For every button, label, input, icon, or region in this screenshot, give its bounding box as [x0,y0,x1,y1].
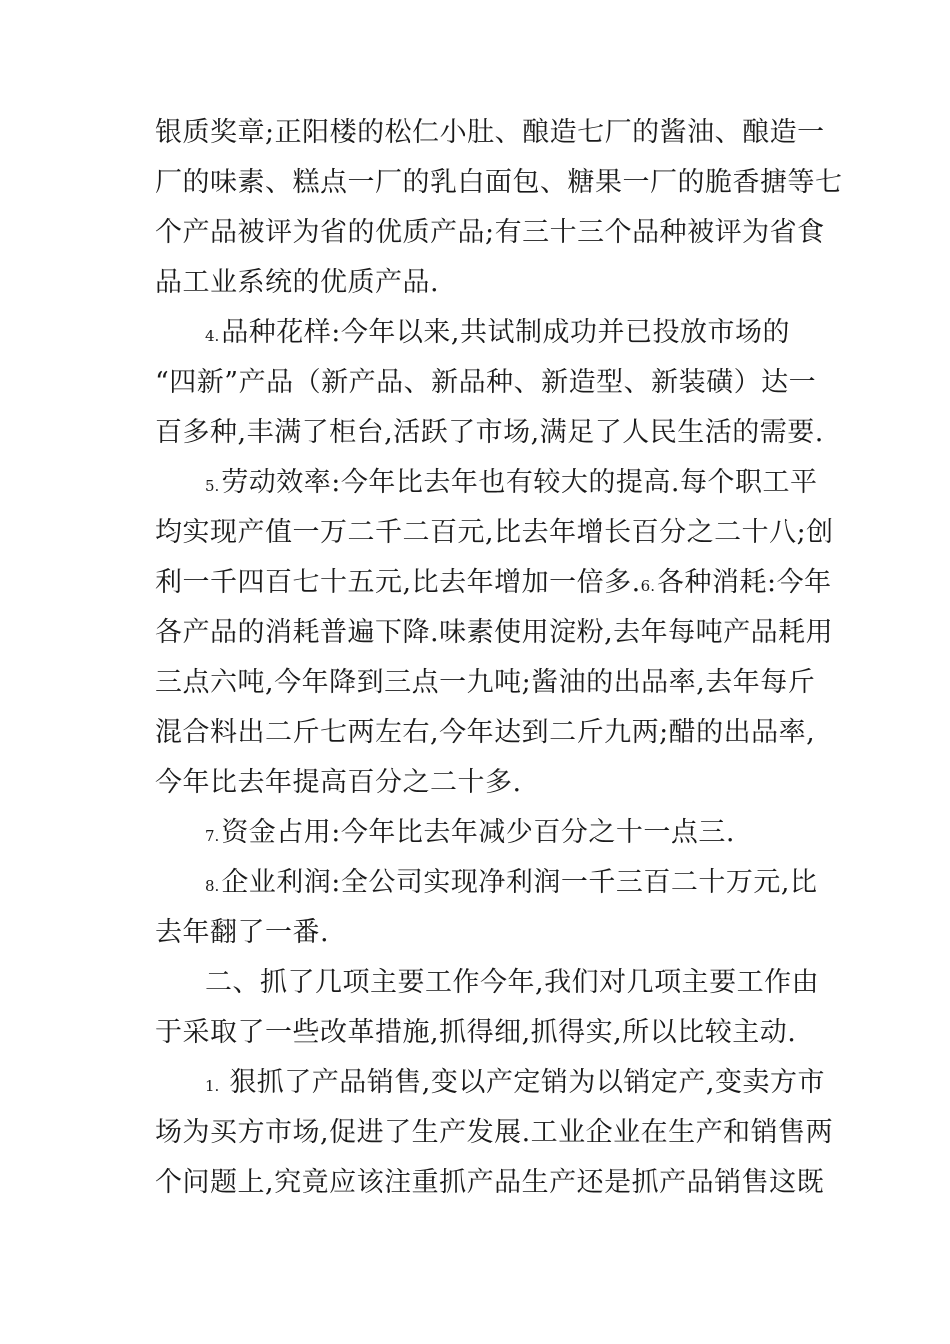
item-number: 1. [205,1077,220,1095]
text-line: 今年比去年提高百分之二十多. [155,767,522,798]
text-line: 混合料出二斤七两左右,今年达到二斤九两;醋的出品率, [155,717,816,748]
text-line: 个产品被评为省的优质产品;有三十三个品种被评为省食 [155,217,825,248]
text-line [205,815,795,854]
text-line: “四新”产品（新产品、新品种、新造型、新装磺）达一 [155,367,817,398]
text-line: 品工业系统的优质产品. [155,267,440,298]
text-line: 个问题上,究竟应该注重抓产品生产还是抓产品销售这既 [155,1167,825,1198]
text-line: 百多种,丰满了柜台,活跃了市场,满足了人民生活的需要. [155,417,824,448]
line-text: 利一千四百七十五元,比去年增加一倍多. [155,567,641,598]
text-line [205,865,818,904]
text-line [205,1065,825,1104]
line-text: 各种消耗:今年 [656,567,832,598]
line-text: 企业利润:全公司实现净利润一千三百二十万元,比 [221,867,818,898]
line-text: 品种花样:今年以来,共试制成功并已投放市场的 [221,317,790,348]
item-number: 5. [205,477,220,495]
text-line [155,565,832,604]
text-line: 厂的味素、糕点一厂的乳白面包、糖果一厂的脆香搪等七 [155,167,843,198]
text-line: 各产品的消耗普遍下降.味素使用淀粉,去年每吨产品耗用 [155,617,834,648]
line-text: 劳动效率:今年比去年也有较大的提高.每个职工平 [221,467,818,498]
text-line: 于采取了一些改革措施,抓得细,抓得实,所以比较主动. [155,1017,797,1048]
text-line [205,315,795,354]
line-text: 资金占用:今年比去年减少百分之十一点三. [221,817,735,848]
text-line: 去年翻了一番. [155,917,330,948]
text-line: 均实现产值一万二千二百元,比去年增长百分之二十八;创 [155,517,834,548]
section-heading: 二、抓了几项主要工作今年,我们对几项主要工作由 [205,967,820,998]
item-number: 8. [205,877,220,895]
text-line: 银质奖章;正阳楼的松仁小肚、酿造七厂的酱油、酿造一 [155,117,825,148]
text-line: 场为买方市场,促进了生产发展.工业企业在生产和销售两 [155,1117,834,1148]
text-line [205,465,818,504]
line-text: 狠抓了产品销售,变以产定销为以销定产,变卖方市 [229,1067,825,1098]
item-number: 7. [205,827,220,845]
item-number: 4. [205,327,220,345]
item-number: 6. [640,577,655,595]
text-line: 三点六吨,今年降到三点一九吨;酱油的出品率,去年每斤 [155,667,816,698]
